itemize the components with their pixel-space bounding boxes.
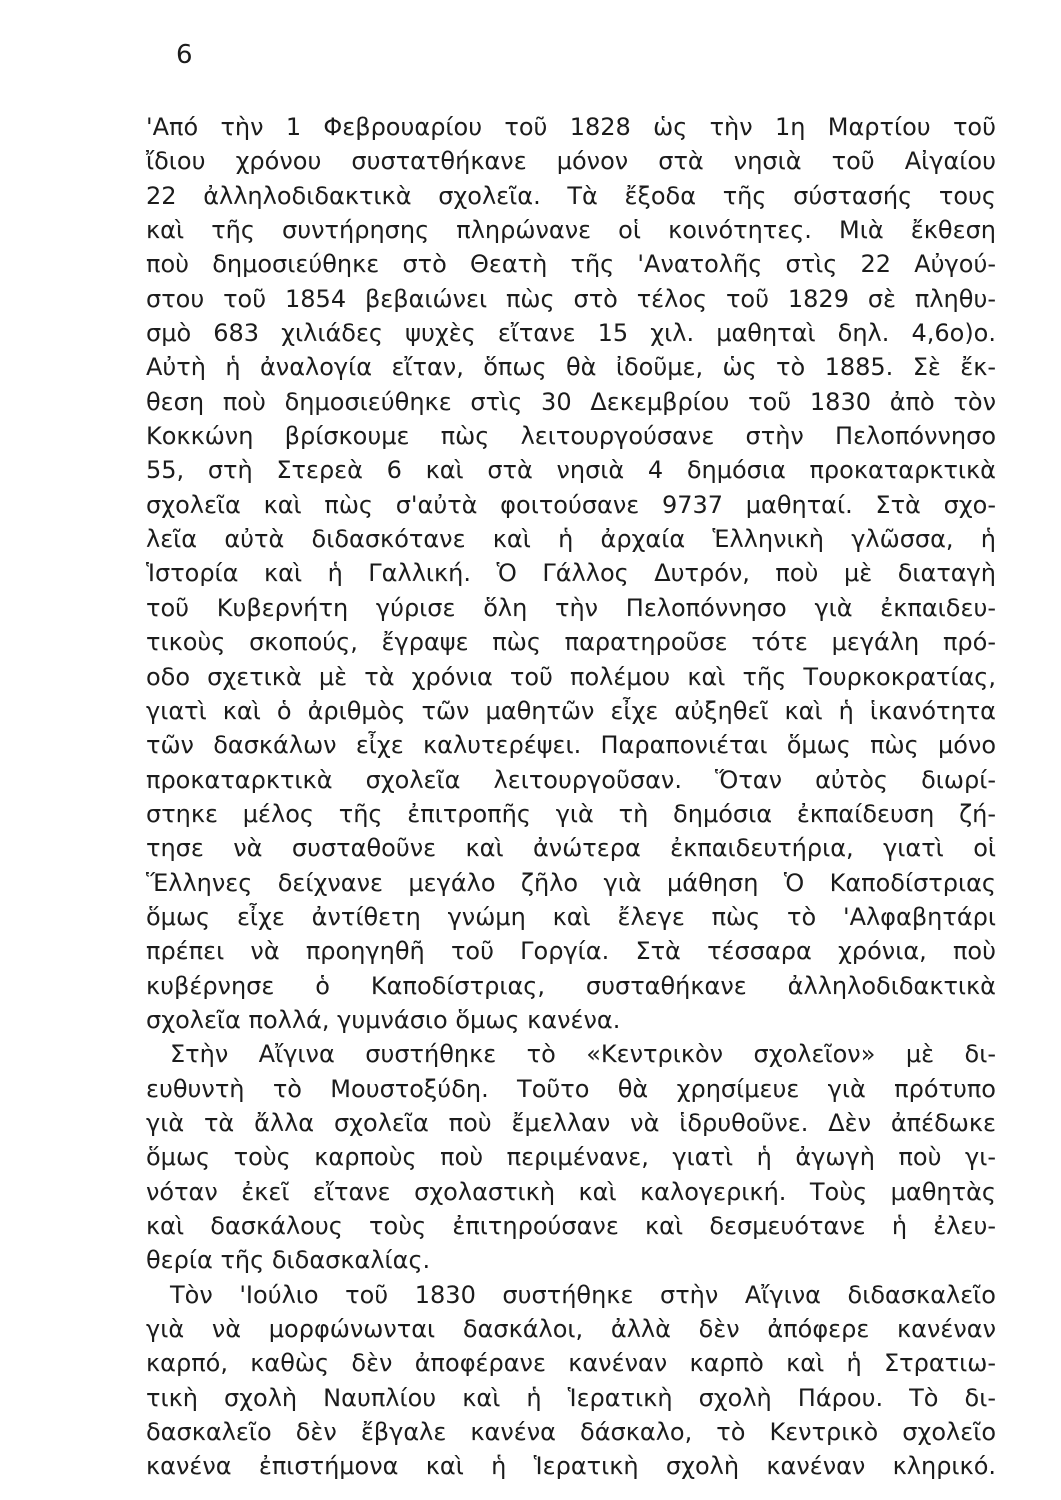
text-line: θεση ποὺ δημοσιεύθηκε στὶς 30 Δεκεμβρίου τοῦ 1830 ἀπὸ τὸν	[146, 387, 996, 416]
text-line: ποὺ δημοσιεύθηκε στὸ Θεατὴ τῆς 'Ανατολῆς στὶς 22 Αὐγού-	[146, 250, 996, 279]
text-line: Αὐτὴ ἡ ἀναλογία εἴταν, ὅπως θὰ ἰδοῦμε, ὡς τὸ 1885. Σὲ ἔκ-	[146, 353, 996, 382]
text-line: θερία τῆς διδασκαλίας.	[146, 1246, 431, 1275]
text-line: ὅμως τοὺς καρποὺς ποὺ περιμένανε, γιατὶ ἡ ἀγωγὴ ποὺ γι-	[146, 1143, 996, 1172]
text-line: νόταν ἐκεῖ εἴτανε σχολαστικὴ καὶ καλογερική. Τοὺς μαθητὰς	[146, 1177, 996, 1206]
text-line: Τὸν 'Ιούλιο τοῦ 1830 συστήθηκε στὴν Αἴγινα διδασκαλεῖο	[170, 1280, 996, 1309]
text-line: σχολεῖα πολλά, γυμνάσιο ὅμως κανένα.	[146, 1005, 621, 1034]
page-number: 6	[176, 40, 193, 70]
text-line: ὅμως εἶχε ἀντίθετη γνώμη καὶ ἔλεγε πὼς τὸ 'Αλφαβητάρι	[146, 902, 996, 931]
text-line: τῶν δασκάλων εἶχε καλυτερέψει. Παραπονιέται ὅμως πὼς μόνο	[146, 731, 996, 760]
text-line: ἴδιου χρόνου συστατθήκανε μόνον στὰ νησιὰ τοῦ Αἰγαίου	[146, 147, 996, 176]
text-line: 22 ἀλληλοδιδακτικὰ σχολεῖα. Τὰ ἔξοδα τῆς σύστασής τους	[146, 181, 996, 210]
text-line: καὶ τῆς συντήρησης πληρώνανε οἱ κοινότητες. Μιὰ ἔκθεση	[146, 216, 996, 245]
text-line: Κοκκώνη βρίσκουμε πὼς λειτουργούσανε στὴν Πελοπόννησο	[146, 422, 996, 451]
text-line: στου τοῦ 1854 βεβαιώνει πὼς στὸ τέλος τοῦ 1829 σὲ πληθυ-	[146, 284, 996, 313]
text-line: 'Από τὴν 1 Φεβρουαρίου τοῦ 1828 ὡς τὴν 1η Μαρτίου τοῦ	[146, 113, 996, 141]
text-line: καρπό, καθὼς δὲν ἀποφέρανε κανέναν καρπὸ καὶ ἡ Στρατιω-	[146, 1349, 996, 1378]
text-line: κυβέρνησε ὁ Καποδίστριας, συσταθήκανε ἀλληλοδιδακτικὰ	[146, 971, 996, 1000]
text-line: τοῦ Κυβερνήτη γύρισε ὅλη τὴν Πελοπόννησο γιὰ ἐκπαιδευ-	[146, 593, 996, 622]
text-line: τικοὺς σκοπούς, ἔγραψε πὼς παρατηροῦσε τότε μεγάλη πρό-	[146, 628, 996, 657]
text-line: Ἱστορία καὶ ἡ Γαλλική. Ὁ Γάλλος Δυτρόν, ποὺ μὲ διαταγὴ	[146, 559, 996, 588]
text-line: κανένα ἐπιστήμονα καὶ ἡ Ἱερατικὴ σχολὴ κανέναν κληρικό.	[146, 1452, 996, 1481]
text-line: γιατὶ καὶ ὁ ἀριθμὸς τῶν μαθητῶν εἶχε αὐξηθεῖ καὶ ἡ ἱκανότητα	[146, 696, 996, 725]
body-text	[146, 110, 996, 1484]
text-line: σμὸ 683 χιλιάδες ψυχὲς εἴτανε 15 χιλ. μαθηταὶ δηλ. 4,6ο)ο.	[146, 319, 996, 348]
text-line: καὶ δασκάλους τοὺς ἐπιτηρούσανε καὶ δεσμευότανε ἡ ἐλευ-	[146, 1212, 996, 1240]
text-line: δασκαλεῖο δὲν ἔβγαλε κανένα δάσκαλο, τὸ Κεντρικὸ σχολεῖο	[146, 1418, 996, 1447]
text-line: τικὴ σχολὴ Ναυπλίου καὶ ἡ Ἱερατικὴ σχολὴ Πάρου. Τὸ δι-	[146, 1383, 996, 1412]
text-line: στηκε μέλος τῆς ἐπιτροπῆς γιὰ τὴ δημόσια ἐκπαίδευση ζή-	[146, 799, 996, 828]
text-line: πρέπει νὰ προηγηθῆ τοῦ Γοργία. Στὰ τέσσαρα χρόνια, ποὺ	[146, 937, 996, 966]
text-line: γιὰ νὰ μορφώνωνται δασκάλοι, ἀλλὰ δὲν ἀπόφερε κανέναν	[146, 1315, 996, 1344]
text-line: τησε νὰ συσταθοῦνε καὶ ἀνώτερα ἐκπαιδευτήρια, γιατὶ οἱ	[146, 834, 996, 863]
text-line: Ἕλληνες δείχνανε μεγάλο ζῆλο γιὰ μάθηση Ὁ Καποδίστριας	[146, 868, 996, 897]
text-line: οδο σχετικὰ μὲ τὰ χρόνια τοῦ πολέμου καὶ τῆς Τουρκοκρατίας,	[146, 662, 996, 691]
text-line: γιὰ τὰ ἄλλα σχολεῖα ποὺ ἔμελλαν νὰ ἱδρυθοῦνε. Δὲν ἀπέδωκε	[146, 1108, 996, 1137]
text-line: λεῖα αὐτὰ διδασκότανε καὶ ἡ ἀρχαία Ἑλληνικὴ γλῶσσα, ἡ	[146, 525, 996, 554]
text-line: ευθυντὴ τὸ Μουστοξύδη. Τοῦτο θὰ χρησίμευε γιὰ πρότυπο	[146, 1074, 996, 1103]
text-line: 55, στὴ Στερεὰ 6 καὶ στὰ νησιὰ 4 δημόσια προκαταρκτικὰ	[146, 456, 996, 485]
text-line: Στὴν Αἴγινα συστήθηκε τὸ «Κεντρικὸν σχολεῖον» μὲ δι-	[170, 1040, 996, 1069]
text-line: προκαταρκτικὰ σχολεῖα λειτουργοῦσαν. Ὅταν αὐτὸς διωρί-	[146, 765, 996, 794]
text-line: σχολεῖα καὶ πὼς σ'αὐτὰ φοιτούσανε 9737 μαθηταί. Στὰ σχο-	[146, 490, 996, 519]
